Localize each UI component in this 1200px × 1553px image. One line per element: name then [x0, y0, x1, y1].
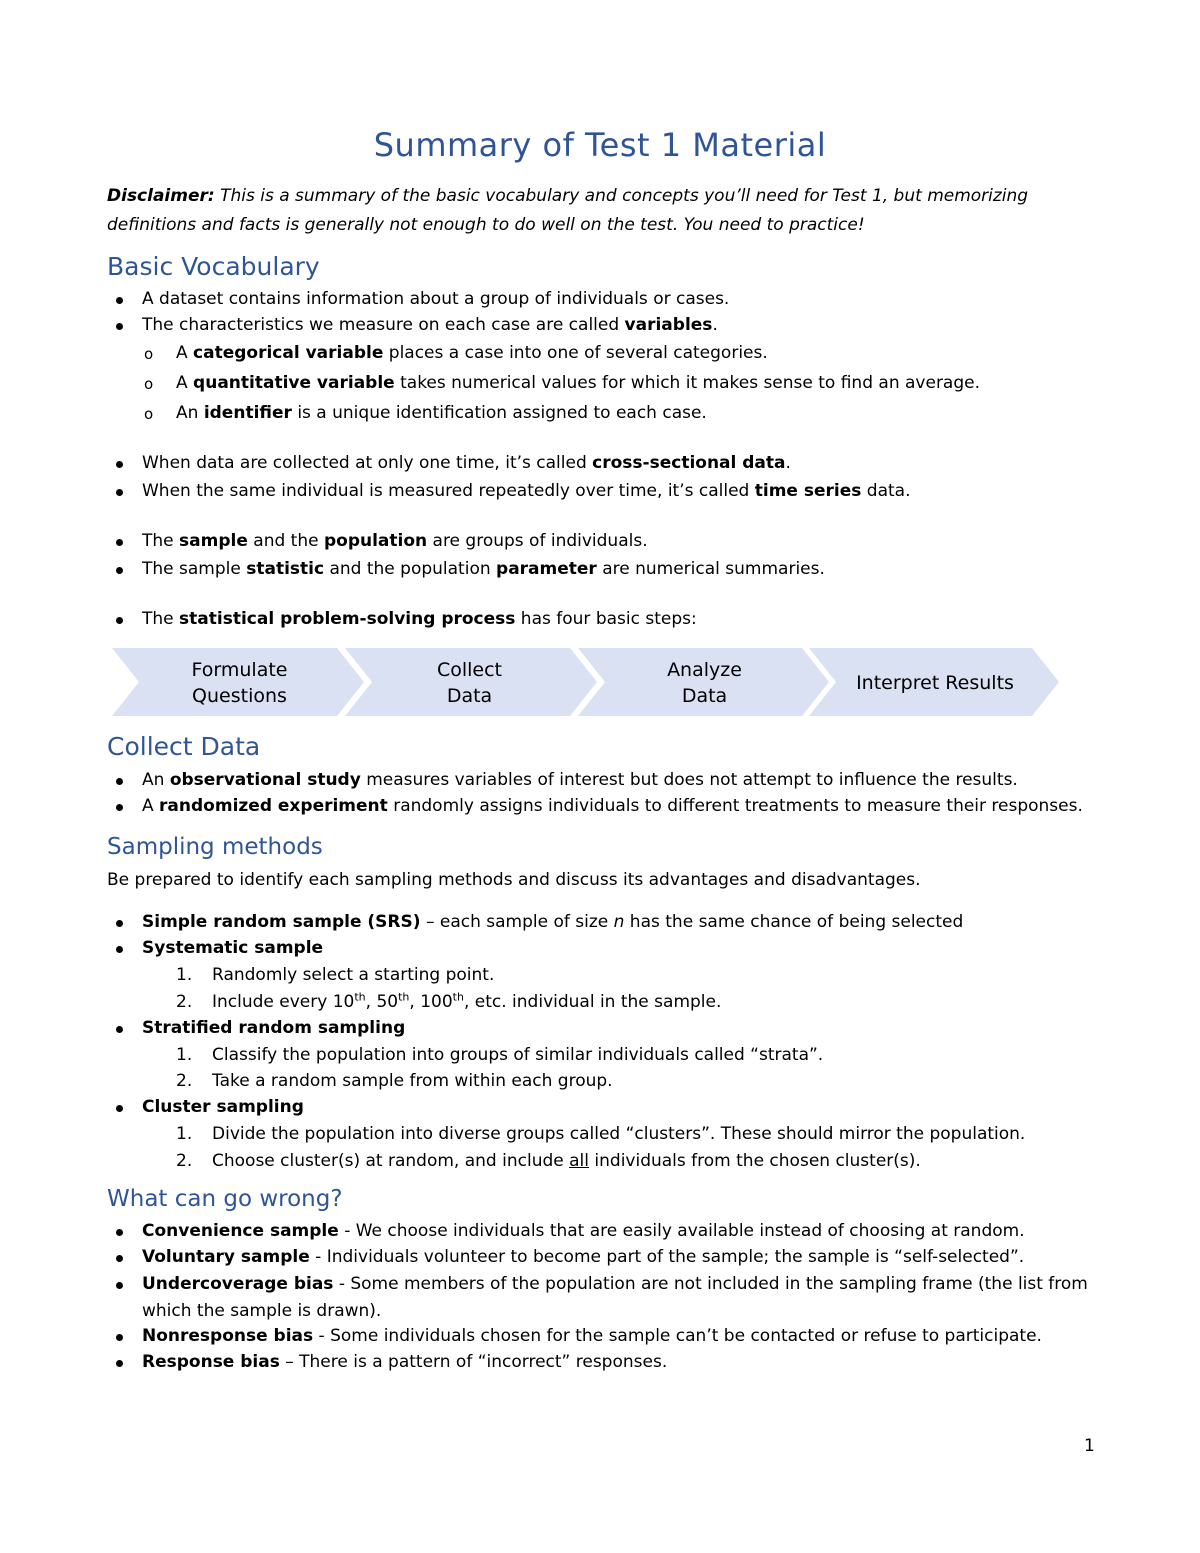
stratified-step-2: Take a random sample from within each group. — [212, 1071, 613, 1091]
step-analyze-data: Analyze Data — [667, 659, 742, 707]
page-title: Summary of Test 1 Material — [373, 126, 827, 164]
list-number: 1. — [176, 1045, 193, 1065]
collect-item-randomized: A randomized experiment randomly assigns individuals to different treatments to measure their responses. — [142, 796, 1083, 816]
step-interpret-results: Interpret Results — [856, 672, 1014, 694]
list-number: 1. — [176, 1124, 193, 1144]
step-formulate-questions: Formulate Questions — [191, 659, 288, 707]
bullet-icon — [116, 804, 123, 811]
bullet-icon — [116, 567, 123, 574]
vocab-item-statistic-parameter: The sample statistic and the population parameter are numerical summaries. — [142, 559, 825, 579]
step-collect-data: Collect Data — [436, 659, 503, 707]
bullet-icon — [116, 539, 123, 546]
vocab-item-process: The statistical problem-solving process has four basic steps: — [142, 609, 697, 629]
vocab-item-time-series: When the same individual is measured repeatedly over time, it’s called time series data. — [142, 481, 911, 501]
heading-basic-vocabulary: Basic Vocabulary — [107, 252, 320, 281]
bullet-icon — [116, 489, 123, 496]
circle-bullet-icon: o — [144, 375, 154, 393]
list-number: 2. — [176, 1071, 193, 1091]
disclaimer — [107, 182, 1067, 240]
process-diagram — [112, 648, 1062, 716]
bullet-icon — [116, 1360, 123, 1367]
disclaimer-line-1: This is a summary of the basic vocabulary and concepts you’ll need for Test 1, but memorizing — [220, 186, 1029, 206]
bullet-icon — [116, 778, 123, 785]
wrong-item-undercoverage: Undercoverage bias - Some members of the population are not included in the sampling frame (the list from — [142, 1274, 1088, 1294]
bullet-icon — [116, 1255, 123, 1262]
vocab-subitem-quantitative: A quantitative variable takes numerical values for which it makes sense to find an average. — [176, 373, 980, 393]
vocab-item-cross-sectional: When data are collected at only one time, it’s called cross-sectional data. — [142, 453, 791, 473]
bullet-icon — [116, 461, 123, 468]
bullet-icon — [116, 1282, 123, 1289]
heading-collect-data: Collect Data — [107, 732, 261, 761]
heading-what-can-go-wrong: What can go wrong? — [107, 1186, 343, 1212]
collect-item-observational: An observational study measures variables of interest but does not attempt to influence the results. — [142, 770, 1018, 790]
disclaimer-label: Disclaimer: — [107, 186, 215, 206]
vocab-item-dataset: A dataset contains information about a group of individuals or cases. — [142, 289, 730, 309]
list-number: 1. — [176, 965, 193, 985]
bullet-icon — [116, 297, 123, 304]
cluster-step-1: Divide the population into diverse groups called “clusters”. These should mirror the population. — [212, 1124, 1026, 1144]
cluster-step-2: Choose cluster(s) at random, and include all individuals from the chosen cluster(s). — [212, 1151, 921, 1171]
vocab-subitem-categorical: A categorical variable places a case into one of several categories. — [176, 343, 768, 363]
list-number: 2. — [176, 992, 193, 1012]
page-number: 1 — [1084, 1436, 1095, 1456]
circle-bullet-icon: o — [144, 405, 154, 423]
sampling-stratified: Stratified random sampling — [142, 1018, 406, 1038]
wrong-item-response-bias: Response bias – There is a pattern of “incorrect” responses. — [142, 1352, 668, 1372]
stratified-step-1: Classify the population into groups of similar individuals called “strata”. — [212, 1045, 824, 1065]
sampling-cluster: Cluster sampling — [142, 1097, 304, 1117]
list-number: 2. — [176, 1151, 193, 1171]
wrong-item-undercoverage-cont: which the sample is drawn). — [142, 1301, 382, 1321]
wrong-item-convenience: Convenience sample - We choose individuals that are easily available instead of choosing at random. — [142, 1221, 1025, 1241]
sampling-systematic: Systematic sample — [142, 938, 324, 958]
bullet-icon — [116, 1334, 123, 1341]
vocab-subitem-identifier: An identifier is a unique identification assigned to each case. — [176, 403, 707, 423]
sampling-intro: Be prepared to identify each sampling methods and discuss its advantages and disadvantages. — [107, 870, 921, 890]
wrong-item-nonresponse: Nonresponse bias - Some individuals chosen for the sample can’t be contacted or refuse to participate. — [142, 1326, 1042, 1346]
systematic-step-2: Include every 10th, 50th, 100th, etc. individual in the sample. — [212, 990, 722, 1012]
vocab-item-sample-population: The sample and the population are groups of individuals. — [142, 531, 648, 551]
bullet-icon — [116, 1229, 123, 1236]
bullet-icon — [116, 946, 123, 953]
systematic-step-1: Randomly select a starting point. — [212, 965, 495, 985]
circle-bullet-icon: o — [144, 345, 154, 363]
bullet-icon — [116, 617, 123, 624]
bullet-icon — [116, 1105, 123, 1112]
wrong-item-voluntary: Voluntary sample - Individuals volunteer to become part of the sample; the sample is “self-selected”. — [142, 1247, 1025, 1267]
bullet-icon — [116, 323, 123, 330]
bullet-icon — [116, 1026, 123, 1033]
heading-sampling-methods: Sampling methods — [107, 834, 323, 860]
sampling-srs: Simple random sample (SRS) – each sample of size n has the same chance of being selected — [142, 912, 964, 932]
vocab-item-variables: The characteristics we measure on each case are called variables. — [142, 315, 718, 335]
disclaimer-line-2: definitions and facts is generally not enough to do well on the test. You need to practice! — [107, 215, 865, 235]
bullet-icon — [116, 920, 123, 927]
